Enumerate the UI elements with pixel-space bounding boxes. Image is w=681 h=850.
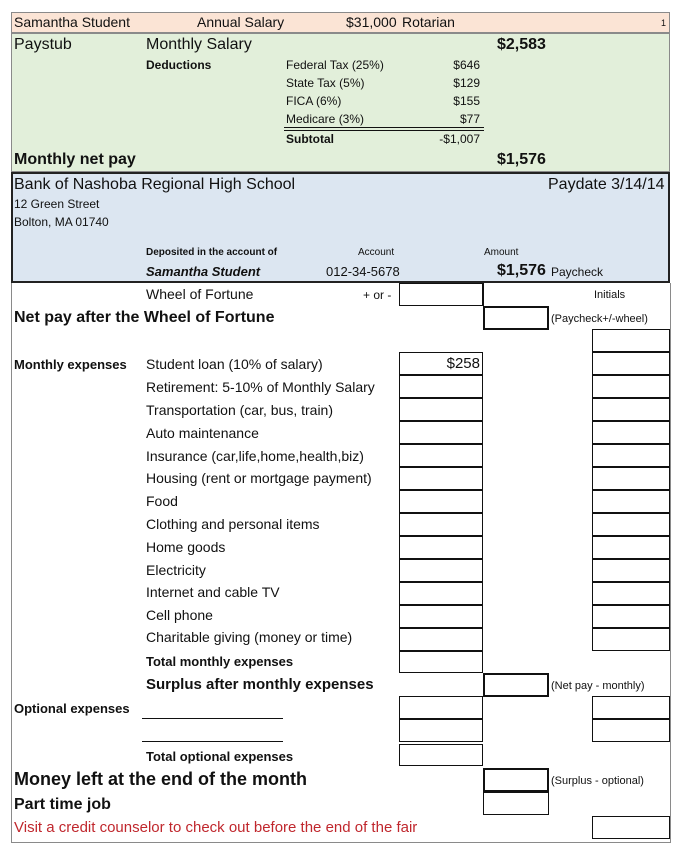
- deduction-value: $155: [453, 94, 480, 108]
- expense-amount-input[interactable]: [399, 490, 483, 513]
- deduction-value: $129: [453, 76, 480, 90]
- expense-label: Internet and cable TV: [146, 584, 280, 600]
- deduction-label: Federal Tax (25%): [286, 58, 384, 72]
- expense-label: Electricity: [146, 562, 206, 578]
- worksheet-right-border: [670, 283, 671, 843]
- wheel-amount-input[interactable]: [399, 283, 483, 306]
- bank-address-line1: 12 Green Street: [14, 197, 100, 211]
- expense-amount-input[interactable]: [399, 444, 483, 467]
- money-left-input[interactable]: [483, 768, 549, 792]
- initials-box[interactable]: [592, 375, 670, 398]
- expense-label: Auto maintenance: [146, 425, 259, 441]
- subtotal-label: Subtotal: [286, 132, 334, 146]
- part-time-job-label: Part time job: [14, 796, 111, 813]
- deduction-label: State Tax (5%): [286, 76, 365, 90]
- net-after-wheel-note: (Paycheck+/-wheel): [551, 313, 648, 325]
- expense-amount-input[interactable]: [399, 582, 483, 605]
- expense-label: Food: [146, 493, 178, 509]
- initials-box[interactable]: [592, 628, 670, 651]
- total-monthly-expenses-input[interactable]: [399, 651, 483, 673]
- expense-label: Home goods: [146, 539, 226, 555]
- part-time-job-input[interactable]: [483, 792, 549, 815]
- initials-box[interactable]: [592, 467, 670, 490]
- final-initials-box[interactable]: [592, 816, 670, 839]
- page-number: 1: [661, 18, 667, 28]
- initials-box[interactable]: [592, 329, 670, 352]
- money-left-label: Money left at the end of the month: [14, 769, 307, 789]
- expense-label: Student loan (10% of salary): [146, 356, 323, 372]
- optional-expense-input[interactable]: [399, 719, 483, 742]
- initials-box[interactable]: [592, 605, 670, 628]
- initials-box[interactable]: [592, 696, 670, 719]
- initials-box[interactable]: [592, 719, 670, 742]
- paydate: Paydate 3/14/14: [548, 176, 665, 193]
- check-amount-note: Paycheck: [551, 265, 604, 279]
- expense-label: Clothing and personal items: [146, 516, 320, 532]
- expense-amount-input[interactable]: [399, 536, 483, 559]
- deduction-value: $77: [459, 112, 480, 126]
- initials-box[interactable]: [592, 398, 670, 421]
- expense-value: $258: [446, 355, 480, 372]
- optional-expense-line[interactable]: [142, 718, 283, 719]
- deductions-label: Deductions: [146, 58, 212, 72]
- account-number: 012-34-5678: [326, 264, 400, 279]
- initials-divider: [483, 283, 484, 306]
- expense-label: Charitable giving (money or time): [146, 629, 353, 645]
- initials-box[interactable]: [592, 352, 670, 375]
- expense-label: Transportation (car, bus, train): [146, 402, 334, 418]
- optional-expense-input[interactable]: [399, 696, 483, 719]
- initials-label: Initials: [594, 289, 626, 301]
- initials-box[interactable]: [592, 536, 670, 559]
- bank-name: Bank of Nashoba Regional High School: [14, 176, 296, 193]
- expense-label: Housing (rent or mortgage payment): [146, 470, 372, 486]
- expense-amount-input[interactable]: [399, 398, 483, 421]
- total-optional-expenses-label: Total optional expenses: [146, 749, 294, 764]
- amount-label: Amount: [484, 247, 519, 258]
- subtotal-double-rule: [284, 127, 484, 131]
- club-label: Rotarian: [402, 14, 455, 30]
- deduction-value: $646: [453, 58, 480, 72]
- annual-salary-value: $31,000: [346, 14, 397, 30]
- monthly-expenses-label: Monthly expenses: [14, 357, 127, 372]
- subtotal-value: -$1,007: [439, 132, 480, 146]
- expense-label: Cell phone: [146, 607, 213, 623]
- total-monthly-expenses-label: Total monthly expenses: [146, 654, 294, 669]
- total-optional-expenses-input[interactable]: [399, 744, 483, 766]
- worksheet-left-border: [11, 283, 12, 843]
- monthly-salary-label: Monthly Salary: [146, 36, 252, 53]
- expense-amount-input[interactable]: [399, 467, 483, 490]
- initials-box[interactable]: [592, 513, 670, 536]
- monthly-salary-value: $2,583: [497, 36, 546, 53]
- expense-label: Insurance (car,life,home,health,biz): [146, 448, 364, 464]
- surplus-input[interactable]: [483, 673, 549, 697]
- initials-box[interactable]: [592, 421, 670, 444]
- surplus-note: (Net pay - monthly): [551, 680, 645, 692]
- credit-counselor-note: Visit a credit counselor to check out before the end of the fair: [14, 819, 418, 836]
- expense-amount-input[interactable]: [399, 513, 483, 536]
- optional-expenses-label: Optional expenses: [14, 701, 130, 716]
- optional-expense-line[interactable]: [142, 741, 283, 742]
- check-amount: $1,576: [497, 262, 546, 279]
- expense-label: Retirement: 5-10% of Monthly Salary: [146, 379, 375, 395]
- deduction-label: Medicare (3%): [286, 112, 365, 126]
- wheel-of-fortune-label: Wheel of Fortune: [146, 286, 254, 302]
- initials-box[interactable]: [592, 582, 670, 605]
- deduction-label: FICA (6%): [286, 94, 342, 108]
- expense-amount-input[interactable]: [399, 421, 483, 444]
- monthly-net-pay-value: $1,576: [497, 151, 546, 168]
- net-after-wheel-input[interactable]: [483, 306, 549, 330]
- student-name: Samantha Student: [14, 14, 130, 30]
- money-left-note: (Surplus - optional): [551, 775, 644, 787]
- account-holder: Samantha Student: [146, 264, 261, 279]
- expense-amount-input[interactable]: [399, 605, 483, 628]
- expense-amount-input[interactable]: [399, 559, 483, 582]
- net-after-wheel-label: Net pay after the Wheel of Fortune: [14, 309, 275, 326]
- bank-address-line2: Bolton, MA 01740: [14, 215, 109, 229]
- initials-box[interactable]: [592, 559, 670, 582]
- annual-salary-label: Annual Salary: [197, 14, 285, 30]
- expense-amount-input[interactable]: [399, 628, 483, 651]
- worksheet-bottom-border: [11, 842, 671, 843]
- paystub-title: Paystub: [14, 36, 72, 53]
- monthly-net-pay-label: Monthly net pay: [14, 151, 136, 168]
- account-label: Account: [358, 247, 395, 258]
- deposited-label: Deposited in the account of: [146, 247, 278, 258]
- initials-box[interactable]: [592, 444, 670, 467]
- surplus-label: Surplus after monthly expenses: [146, 676, 374, 693]
- initials-box[interactable]: [592, 490, 670, 513]
- expense-amount-input[interactable]: [399, 375, 483, 398]
- plus-minus-label: + or -: [363, 288, 392, 302]
